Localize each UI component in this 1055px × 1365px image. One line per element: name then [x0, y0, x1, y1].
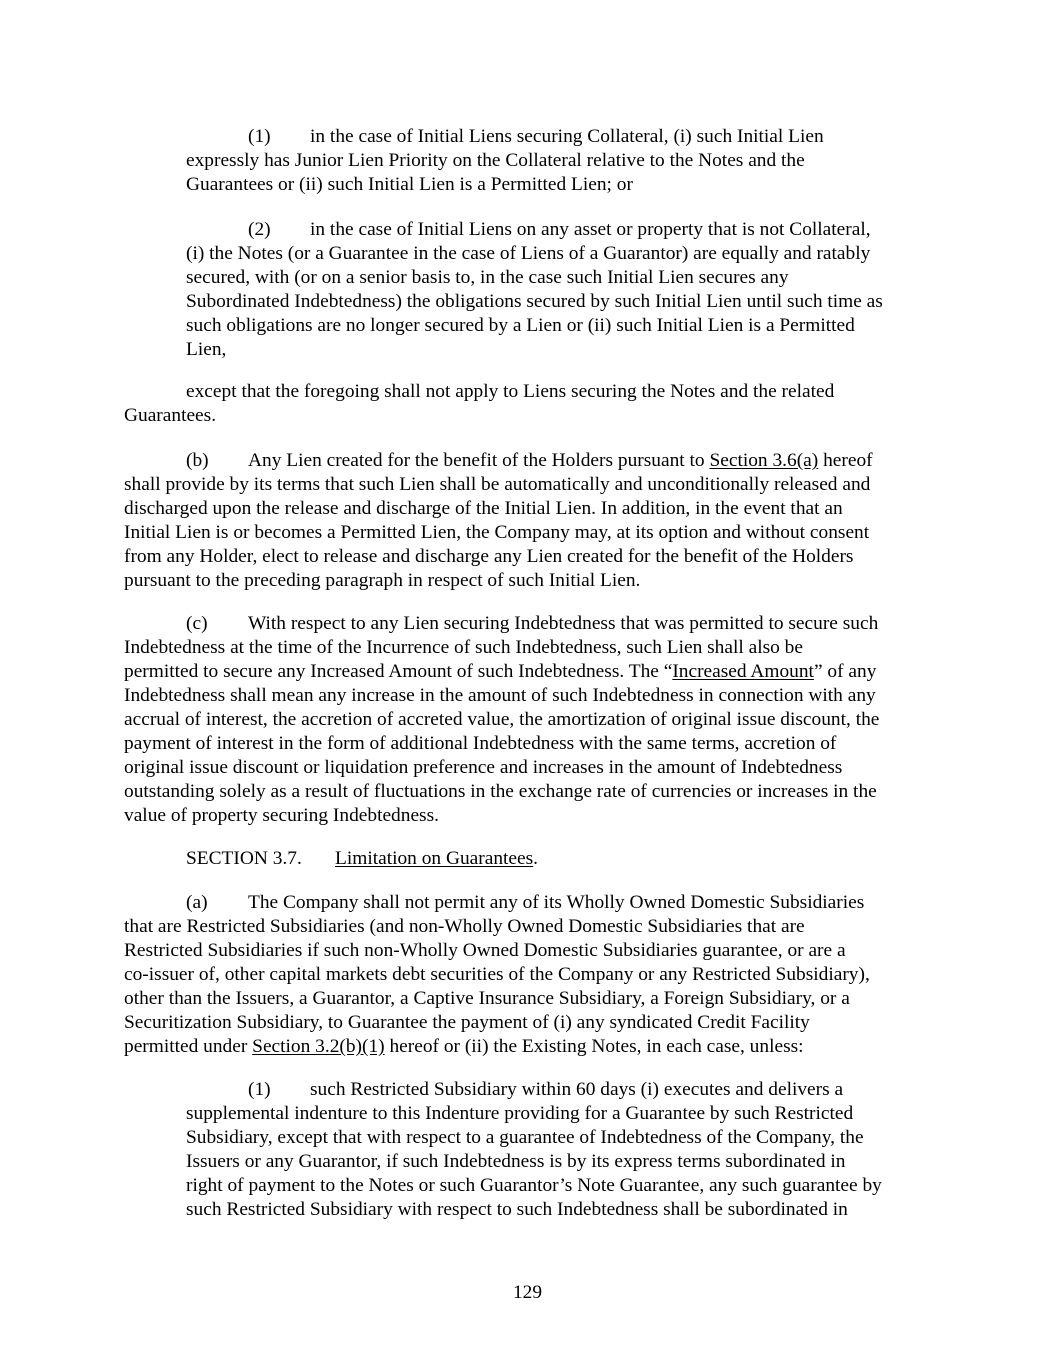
text-line: Guarantees.: [124, 405, 217, 426]
text-line: Securitization Subsidiary, to Guarantee the payment of (i) any syndicated Credit Facility: [124, 1012, 810, 1033]
text-segment: permitted to secure any Increased Amount of such Indebtedness. The “: [124, 661, 673, 682]
text-line: except that the foregoing shall not apply to Liens securing the Notes and the related: [186, 381, 835, 402]
text-line: shall provide by its terms that such Lien shall be automatically and unconditionally released and: [124, 474, 871, 495]
text-segment: The Company shall not permit any of its Wholly Owned Domestic Subsidiaries: [248, 892, 865, 913]
section-title-period: .: [533, 848, 539, 869]
defined-term-increased-amount: Increased Amount: [672, 661, 814, 682]
text-line: supplemental indenture to this Indenture providing for a Guarantee by such Restricted: [186, 1103, 854, 1124]
text-line: pursuant to the preceding paragraph in respect of such Initial Lien.: [124, 570, 641, 591]
text-segment: hereof: [818, 450, 873, 471]
section-title: Limitation on Guarantees: [335, 848, 534, 869]
text-line: such obligations are no longer secured by a Lien or (ii) such Initial Lien is a Permitted: [186, 315, 855, 336]
text-line: that are Restricted Subsidiaries (and non-Wholly Owned Domestic Subsidiaries that are: [124, 916, 805, 937]
section-heading: [186, 847, 538, 871]
text-line: Lien,: [186, 339, 227, 360]
paragraph-c: [124, 612, 879, 828]
text-segment: hereof or (ii) the Existing Notes, in each case, unless:: [384, 1036, 804, 1057]
text-segment: With respect to any Lien securing Indebtedness that was permitted to secure such: [248, 613, 879, 634]
clause-2-initial-liens-non-collateral: [186, 218, 883, 362]
text-line: Initial Lien is or becomes a Permitted Lien, the Company may, at its option and without consent: [124, 522, 870, 543]
section-3-2b1-link[interactable]: Section 3.2(b)(1): [252, 1036, 385, 1057]
text-segment: ” of any: [813, 661, 877, 682]
text-line: in the case of Initial Liens on any asset or property that is not Collateral,: [310, 219, 871, 240]
paragraph-label: (b): [186, 450, 209, 471]
clause-label: (2): [248, 219, 271, 240]
paragraph-a: [124, 891, 870, 1059]
paragraph-label: (c): [186, 613, 208, 634]
text-segment: permitted under: [124, 1036, 253, 1057]
text-segment: Any Lien created for the benefit of the Holders pursuant to: [248, 450, 710, 471]
text-line: Subsidiary, except that with respect to a guarantee of Indebtedness of the Company, the: [186, 1127, 864, 1148]
text-line: such Restricted Subsidiary with respect to such Indebtedness shall be subordinated in: [186, 1199, 848, 1220]
text-segment: such Restricted Subsidiary within 60 days (i) executes and delivers a: [310, 1079, 844, 1100]
text-line: value of property securing Indebtedness.: [124, 805, 439, 826]
text-line: discharged upon the release and discharge of the Initial Lien. In addition, in the event that an: [124, 498, 843, 519]
text-line: secured, with (or on a senior basis to, in the case such Initial Lien secures any: [186, 267, 789, 288]
text-line: original issue discount or liquidation preference and increases in the amount of Indebtedness: [124, 757, 843, 778]
text-line: Indebtedness at the time of the Incurrence of such Indebtedness, such Lien shall also be: [124, 637, 803, 658]
text-line: Restricted Subsidiaries if such non-Wholly Owned Domestic Subsidiaries guarantee, or are a: [124, 940, 846, 961]
text-line: Subordinated Indebtedness) the obligations secured by such Initial Lien until such time as: [186, 291, 883, 312]
text-line: outstanding solely as a result of fluctuations in the exchange rate of currencies or increases in the: [124, 781, 877, 802]
clause-a1: [186, 1078, 882, 1222]
clause-label: (1): [248, 1079, 271, 1100]
text-line: from any Holder, elect to release and discharge any Lien created for the benefit of the Holders: [124, 546, 854, 567]
text-line: Guarantees or (ii) such Initial Lien is a Permitted Lien; or: [186, 174, 633, 195]
paragraph-label: (a): [186, 892, 208, 913]
section-3-6a-link[interactable]: Section 3.6(a): [709, 450, 819, 471]
text-line: right of payment to the Notes or such Guarantor’s Note Guarantee, any such guarantee by: [186, 1175, 882, 1196]
section-number: SECTION 3.7.: [186, 848, 302, 869]
text-line: accrual of interest, the accretion of accreted value, the amortization of original issue discount, the: [124, 709, 880, 730]
text-line: Issuers or any Guarantor, if such Indebtedness is by its express terms subordinated in: [186, 1151, 846, 1172]
text-line: other than the Issuers, a Guarantor, a Captive Insurance Subsidiary, a Foreign Subsidiary, or a: [124, 988, 850, 1009]
text-line: Indebtedness shall mean any increase in the amount of such Indebtedness in connection with any: [124, 685, 876, 706]
paragraph-b: [124, 449, 873, 593]
clause-label: (1): [248, 126, 271, 147]
text-line: expressly has Junior Lien Priority on the Collateral relative to the Notes and the: [186, 150, 805, 171]
text-line: in the case of Initial Liens securing Collateral, (i) such Initial Lien: [310, 126, 824, 147]
clause-1-initial-liens-collateral: [186, 125, 824, 197]
page-number: 129: [512, 1282, 543, 1303]
exception-paragraph: [124, 380, 834, 428]
text-line: co-issuer of, other capital markets debt securities of the Company or any Restricted Subsidiary),: [124, 964, 870, 985]
text-line: payment of interest in the form of additional Indebtedness with the same terms, accretion of: [124, 733, 837, 754]
text-line: (i) the Notes (or a Guarantee in the case of Liens of a Guarantor) are equally and ratably: [186, 243, 871, 264]
